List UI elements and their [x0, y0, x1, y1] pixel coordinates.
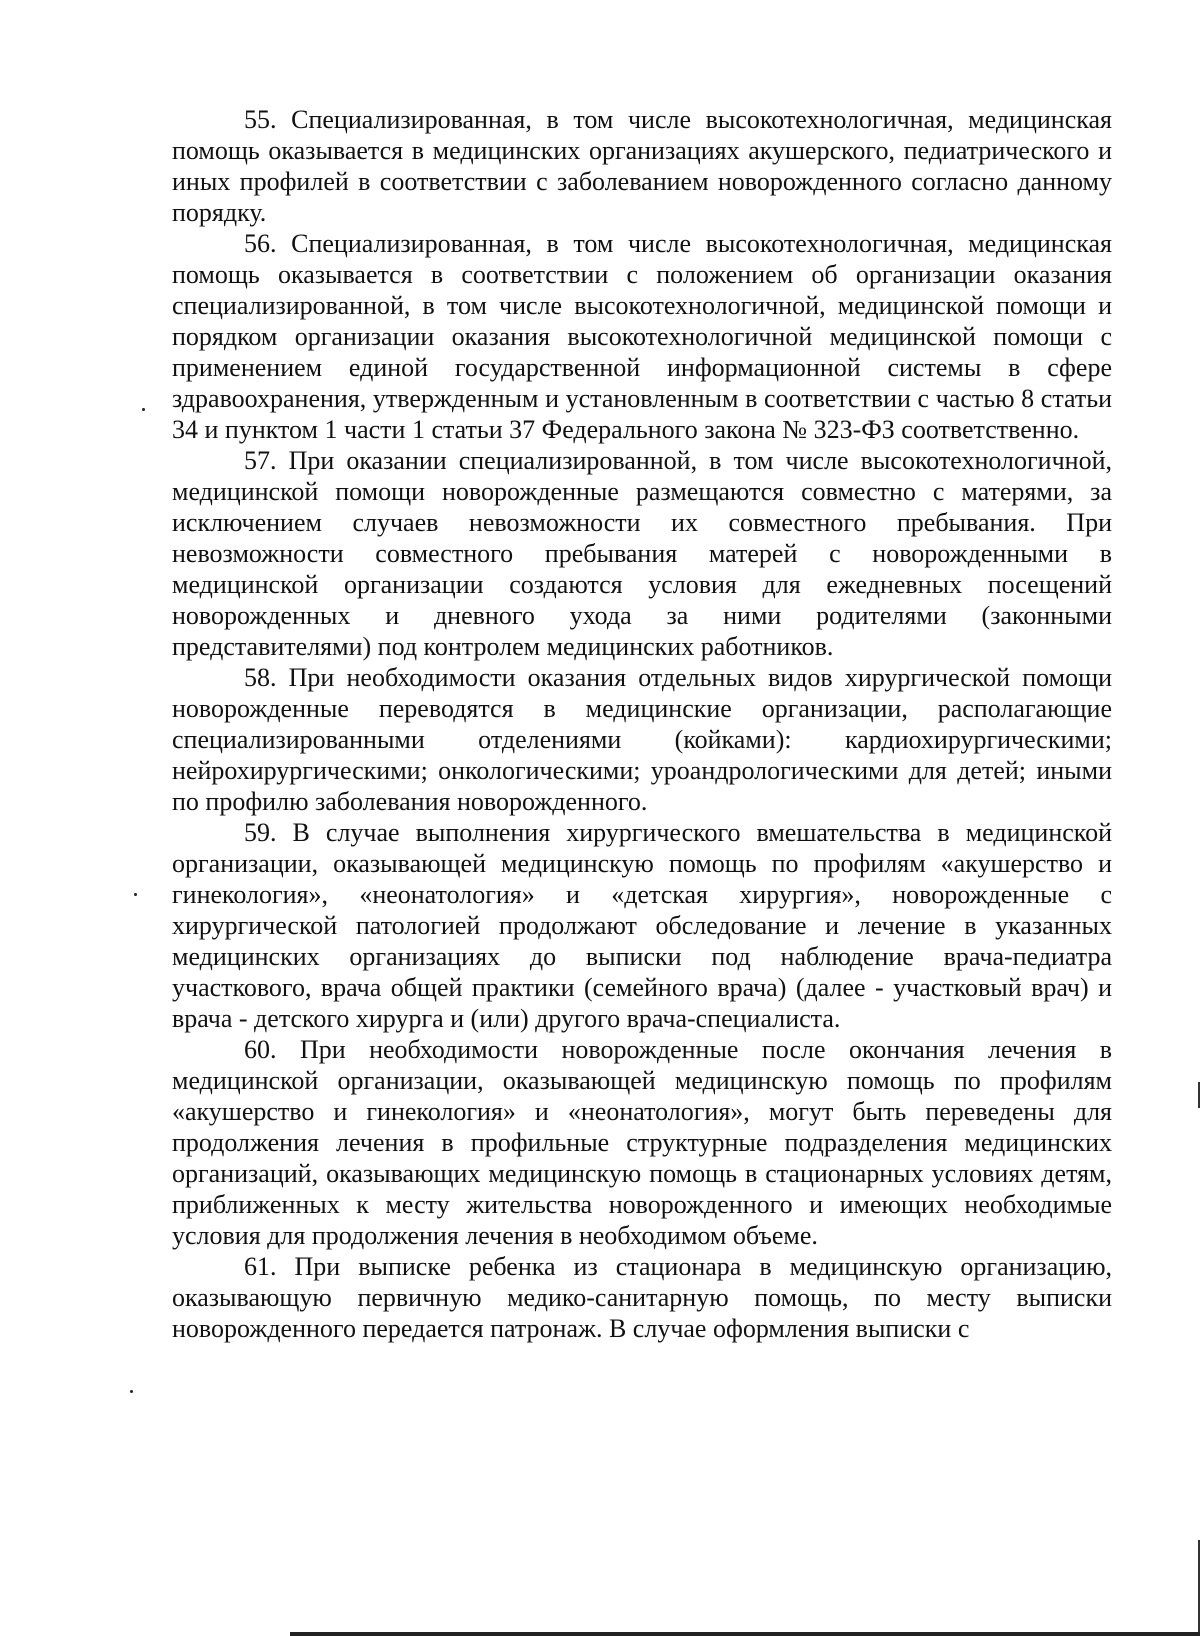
- document-body: [172, 104, 1112, 1344]
- scan-speck: [134, 893, 137, 896]
- scan-speck: [130, 1390, 133, 1393]
- paragraph-58: 58. При необходимости оказания отдельных видов хирургической помощи новорожденные переводятся в медицинские организации, располагающие специализированными отделениями (койками): кардиохирургическими; нейрохирургическими; онкологическими; уроандрологическими для детей; иными по профилю заболевания новорожденного.: [172, 663, 1112, 816]
- paragraph-61: 61. При выписке ребенка из стационара в медицинскую организацию, оказывающую первичную медико-санитарную помощь, по месту выписки новорожденного передается патронаж. В случае оформления выписки с: [172, 1252, 1112, 1343]
- paragraph-56: 56. Специализированная, в том числе высокотехнологичная, медицинская помощь оказывается в соответствии с положением об организации оказания специализированной, в том числе высокотехнологичной, медицинской помощи и порядком организации оказания высокотехнологичной медицинской помощи с применением единой государственной информационной системы в сфере здравоохранения, утвержденным и установленным в соответствии с частью 8 статьи 34 и пунктом 1 части 1 статьи 37 Федерального закона № 323-ФЗ соответственно.: [172, 229, 1112, 444]
- scan-speck: [142, 408, 145, 411]
- paragraph-59: 59. В случае выполнения хирургического вмешательства в медицинской организации, оказывающей медицинскую помощь по профилям «акушерство и гинекология», «неонатология» и «детская хирургия», новорожденные с хирургической патологией продолжают обследование и лечение в указанных медицинских организациях до выписки под наблюдение врача-педиатра участкового, врача общей практики (семейного врача) (далее - участковый врач) и врача - детского хирурга и (или) другого врача-специалиста.: [172, 818, 1112, 1033]
- paragraph-55: 55. Специализированная, в том числе высокотехнологичная, медицинская помощь оказывается в медицинских организациях акушерского, педиатрического и иных профилей в соответствии с заболеванием новорожденного согласно данному порядку.: [172, 105, 1112, 227]
- paragraph-57: 57. При оказании специализированной, в том числе высокотехнологичной, медицинской помощи новорожденные размещаются совместно с матерями, за исключением случаев невозможности их совместного пребывания. При невозможности совместного пребывания матерей с новорожденными в медицинской организации создаются условия для ежедневных посещений новорожденных и дневного ухода за ними родителями (законными представителями) под контролем медицинских работников.: [172, 446, 1112, 661]
- paragraph-60: 60. При необходимости новорожденные после окончания лечения в медицинской организации, оказывающей медицинскую помощь по профилям «акушерство и гинекология» и «неонатология», могут быть переведены для продолжения лечения в профильные структурные подразделения медицинских организаций, оказывающих медицинскую помощь в стационарных условиях детям, приближенных к месту жительства новорожденного и имеющих необходимые условия для продолжения лечения в необходимом объеме.: [172, 1035, 1112, 1250]
- scan-bottom-edge: [290, 1632, 1200, 1636]
